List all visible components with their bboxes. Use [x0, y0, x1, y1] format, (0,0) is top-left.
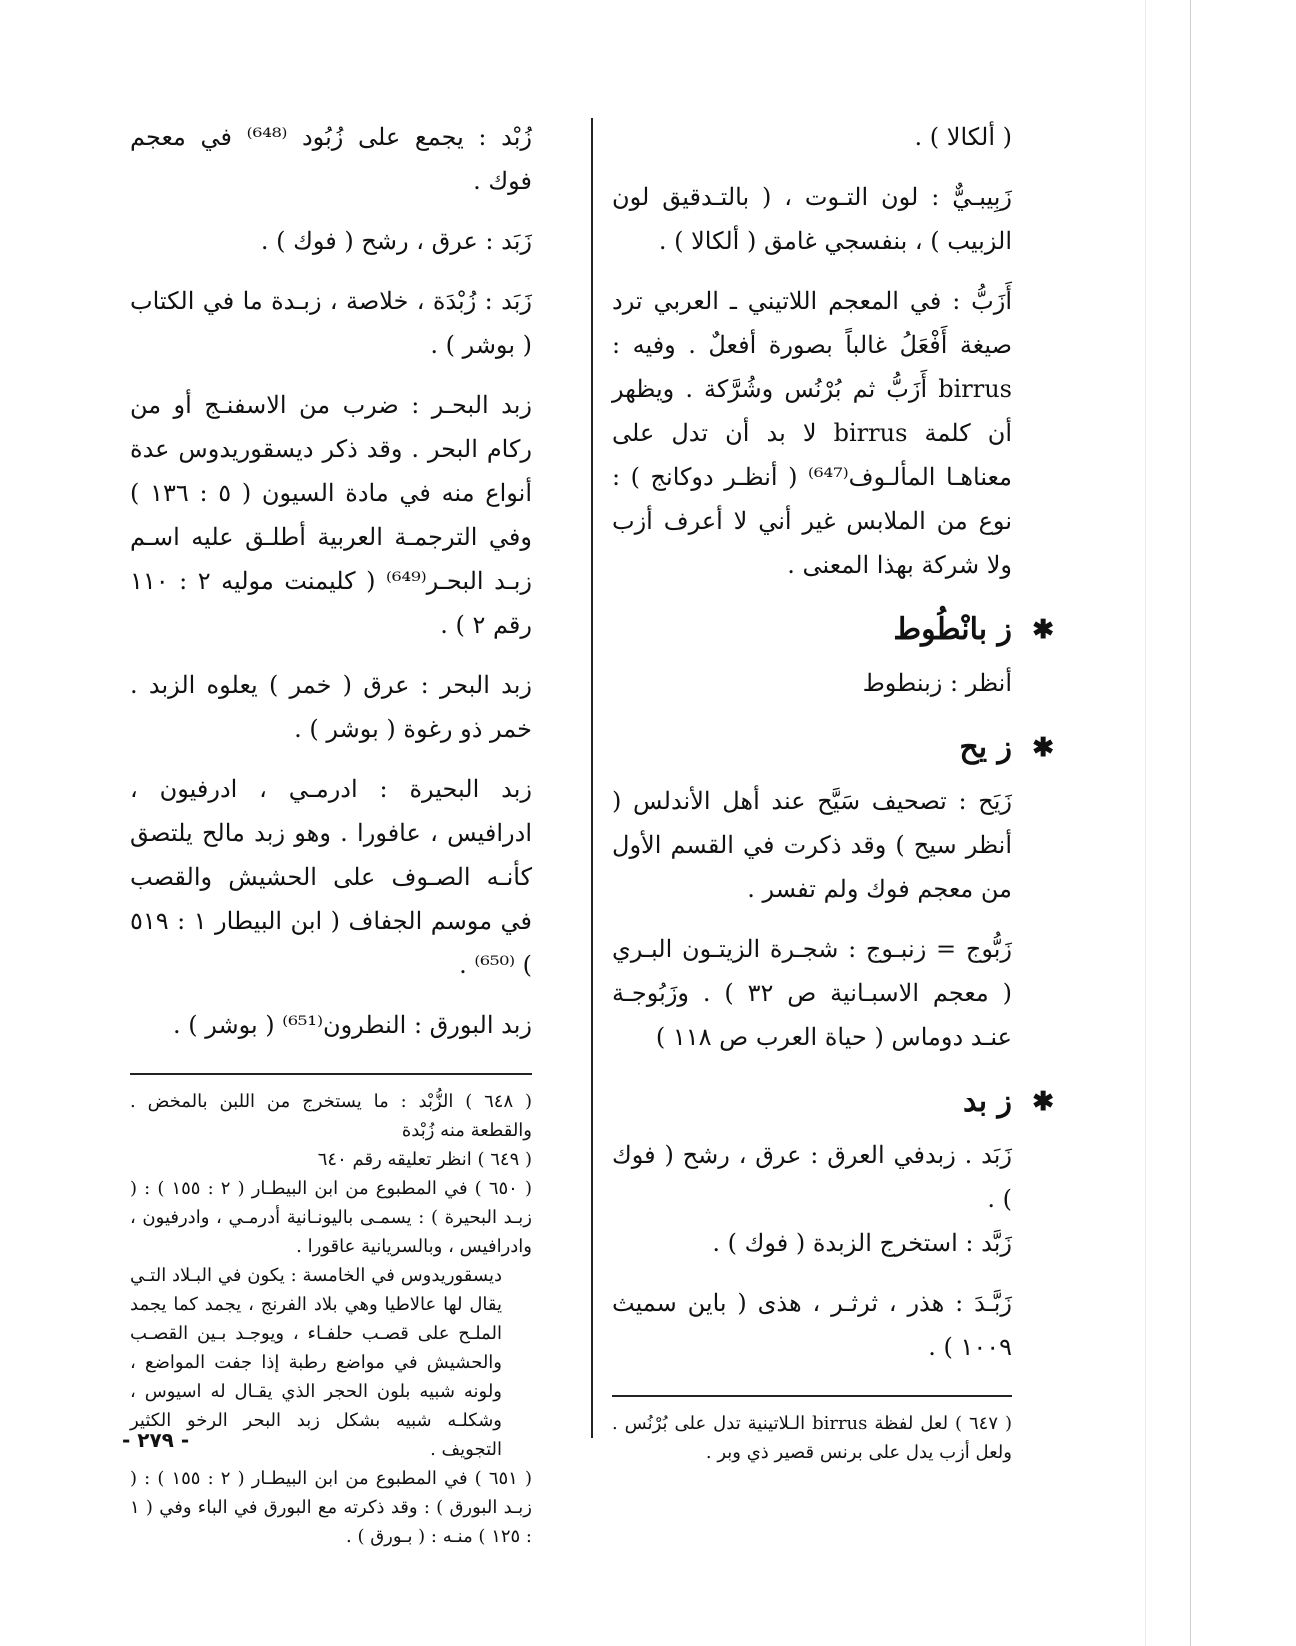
entry-zabad-sweat: زَبَد . زبدفي العرق : عرق ، رشح ( فوك ) .	[612, 1141, 1012, 1213]
page-number: - ٢٧٩ -	[122, 1428, 190, 1452]
footnotes-left	[130, 1087, 532, 1551]
entry-zabad-buhaira: زبد البحيرة : ادرمـي ، ادرفيون ، ادرافيس ، عافورا . وهو زبد مالح يلتصق كأنـه الصـوف على الحشيش والقصب في موسم الجفاف ( ابن البيطار ١ : ٥١٩ ) ⁽⁶⁵⁰⁾ .	[130, 775, 532, 979]
entry-zabad-bawraq: زبد البورق : النطرون⁽⁶⁵¹⁾ ( بوشر ) .	[172, 1011, 532, 1039]
entry-azabb: أَزَبُّ : في المعجم اللاتيني ـ العربي ترد صيغة أَفْعَلُ غالباً بصورة أفعلٌ . وفيه : birrus أَزَبُّ ثم بُرْنُس وشُرَّكة . ويظهر أن كلمة birrus لا بد أن تدل على معناهـا المألـوف⁽⁶⁴⁷⁾ ( أنظـر دوكانج ) : نوع من الملابس غير أني لا أعرف أزب ولا شركة بهذا المعنى .	[612, 287, 1012, 579]
entry-see-also: أنظر : زبنطوط	[862, 669, 1012, 697]
entry-zabbada: زَبَّـدَ : هذر ، ثرثـر ، هذى ( باين سميث ١٠٠٩ ) .	[612, 1289, 1012, 1361]
entry-zabad-bahr-wine: زبد البحر : عرق ( خمر ) يعلوه الزبد . خمر ذو رغوة ( بوشر ) .	[130, 671, 532, 743]
right-column	[612, 115, 1054, 1467]
root-heading-zayh	[612, 723, 1054, 773]
footnote-647: ( ٦٤٧ ) لعل لفظة birrus الـلاتينية تدل على بُرْنُس . ولعل أزب يدل على برنس قصير ذي وبر .	[612, 1413, 1013, 1463]
root-heading-zabantut	[612, 605, 1054, 655]
footnote-650: ( ٦٥٠ ) في المطبوع من ابن البيطـار ( ٢ : ١٥٥ ) : ( زبـد البحيرة ) : يسمـى باليونـانية أدرمـي ، وادرفيون ، وادرافيس ، وبالسريانية عاقورا .	[130, 1178, 532, 1257]
entry-zabibi: زَبِيبـيٌّ : لون التـوت ، ( بالتـدقيق لون الزبيب ) ، بنفسجي غامق ( ألكالا ) .	[612, 183, 1012, 255]
entry-zabbad: زَبَّد : استخرج الزبدة ( فوك ) .	[712, 1229, 1012, 1257]
entry-zayh: زَيَح : تصحيف سَيَّح عند أهل الأندلس ( أنظر سيح ) وقد ذكرت في القسم الأول من معجم فوك ولم تفسر .	[612, 787, 1012, 903]
asterisk-icon: ✱	[1032, 615, 1054, 645]
root-heading-zabad	[612, 1077, 1054, 1127]
footnote-651: ( ٦٥١ ) في المطبوع من ابن البيطـار ( ٢ : ١٥٥ ) : ( زبـد البورق ) : وقد ذكرته مع البورق في الباء وفي ( ١ : ١٢٥ ) منـه : ( بـورق ) .	[130, 1468, 532, 1547]
footnote-649: ( ٦٤٩ ) انظر تعليقه رقم ٦٤٠	[317, 1149, 532, 1170]
asterisk-icon: ✱	[1032, 1087, 1054, 1117]
root-heading-text: ز بانْطُوط	[893, 612, 1012, 647]
footnote-divider	[612, 1395, 1012, 1397]
entry-zubd-plural: زُبْد : يجمع على زُبُود ⁽⁶⁴⁸⁾ في معجم فوك .	[130, 123, 533, 195]
footnote-divider	[130, 1073, 532, 1075]
entry-zabad-zubda: زَبَد : زُبْدَة ، خلاصة ، زبـدة ما في الكتاب ( بوشر ) .	[130, 287, 532, 359]
entry-zabbuj: زَبُّوج = زنبـوج : شجـرة الزيتـون البـري ( معجم الاسبـانية ص ٣٢ ) . وزَبُوجـة عنـد دوماس ( حياة العرب ص ١١٨ )	[612, 935, 1012, 1051]
footnote-648: ( ٦٤٨ ) الزُّبْد : ما يستخرج من اللبن بالمخض . والقطعة منه زُبْدة	[130, 1091, 532, 1141]
entry-top-line: ( ألكالا ) .	[914, 123, 1012, 151]
root-heading-text: ز بد	[962, 1084, 1012, 1119]
asterisk-icon: ✱	[1032, 733, 1054, 763]
left-column	[130, 115, 532, 1551]
column-divider	[591, 118, 593, 1438]
root-heading-text: ز يح	[959, 730, 1012, 765]
scan-edge-faint	[1145, 0, 1146, 1646]
entry-zabad-fuk: زَبَد : عرق ، رشح ( فوك ) .	[260, 227, 532, 255]
scan-edge	[1190, 0, 1191, 1646]
footnote-650-continued: ديسقوريدوس في الخامسة : يكون في البـلاد التـي يقال لها عالاطيا وهي بلاد الفرنج ، يجمد كما يجمد الملـح على قصـب حلفـاء ، ويوجـد بـين القصـب والحشيش في مواضع رطبة إذا جفت المواضع ، ولونه شبيه بلون الحجر الذي يقـال له اسيوس ، وشكلـه شبيه بشكل زبد البحر الرخو الكثير التجويف .	[130, 1265, 502, 1460]
entry-zabad-bahr-sponge: زبد البحـر : ضرب من الاسفنـج أو من ركام البحر . وقد ذكر ديسقوريدوس عدة أنواع منه في مادة السيون ( ٥ : ١٣٦ ) وفي الترجمـة العربية أطلـق عليه اسـم زبـد البحـر⁽⁶⁴⁹⁾ ( كليمنت موليه ٢ : ١١٠ رقم ٢ ) .	[130, 391, 532, 639]
footnotes-right	[612, 1409, 1012, 1467]
